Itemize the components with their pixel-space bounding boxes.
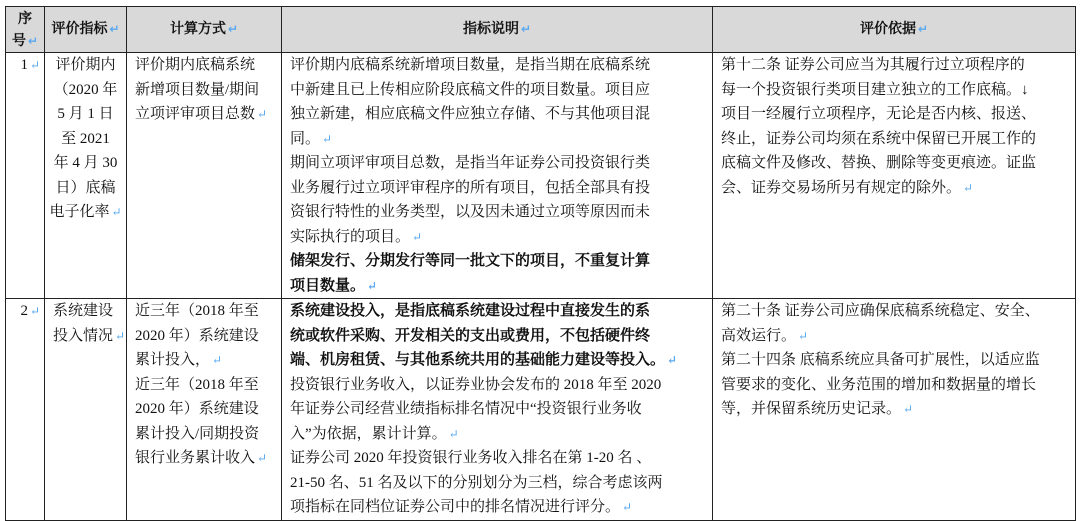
text-line: 统或软件采购、开发相关的支出或费用，不包括硬件终 (290, 327, 651, 344)
paragraph (290, 373, 712, 447)
text-line: 端、机房租赁、与其他系统共用的基础能力建设等投入。 ↵ (290, 348, 712, 373)
paragraph (53, 299, 126, 348)
text-line: 日）底稿 (55, 179, 116, 196)
text-line: 独立新建，相应底稿文件应独立存储、不与其他项目混 (290, 106, 651, 122)
text-line: 底稿文件及修改、替换、删除等变更痕迹。证监 (721, 155, 1037, 171)
paragraph (290, 446, 712, 520)
text-line: 项目数量。 ↵ (290, 274, 712, 299)
paragraph (135, 299, 281, 373)
cell-indicator (45, 53, 127, 299)
paragraph (135, 53, 281, 127)
text-line: 系统建设 (53, 303, 114, 319)
cell-description (282, 299, 713, 521)
cell-description (282, 53, 713, 299)
text-line: 终止，证券公司均须在系统中保留已开展工作的 (721, 130, 1037, 147)
text-line: 资银行特性的业务类型，以及因未通过立项等原因而未 (290, 204, 651, 220)
text-line: 第二十条 证券公司应确保底稿系统稳定、安全、 (721, 303, 1040, 319)
text-line: 第二十四条 底稿系统应具备可扩展性，以适应监 (721, 352, 1040, 368)
text-line: 第十二条 证券公司应当为其履行过立项程序的 (721, 57, 1025, 73)
text-line: 储架发行、分期发行等同一批文下的项目，不重复计算 (290, 253, 651, 269)
text-line: 实际执行的项目。 ↵ (290, 225, 712, 250)
text-line: 年 4 月 30 (53, 155, 118, 171)
paragraph (721, 299, 1075, 348)
text-line: 投资银行业务收入，以证券业协会发布的 2018 年至 2020 (290, 376, 662, 393)
row-number: 1 ↵ (20, 57, 40, 73)
text-line: 评价期内底稿系统新增项目数量，是指当期在底稿系统 (290, 57, 651, 73)
text-line: 项目一经履行立项程序，无论是否内核、报送、 (721, 106, 1037, 122)
paragraph (290, 151, 712, 249)
paragraph (135, 373, 281, 471)
table-row (6, 299, 1076, 521)
cell-indicator (45, 299, 127, 521)
text-line: 评价期内底稿系统 (135, 57, 256, 73)
header-method (127, 7, 282, 53)
header-indicator (45, 7, 127, 53)
text-line: 入”为依据，累计计算。 ↵ (290, 422, 712, 447)
text-line: 2020 年）系统建设 (135, 401, 259, 417)
text-line: 业务履行过立项评审程序的所有项目，包括全部具有投 (290, 179, 651, 196)
text-line: 系统建设投入，是指底稿系统建设过程中直接发生的系 (290, 303, 651, 319)
text-line: 项指标在同档位证券公司中的排名情况进行评分。 ↵ (290, 495, 712, 520)
header-basis-label: 评价依据 ↵ (860, 21, 928, 37)
text-line: 银行业务累计收入 ↵ (135, 446, 281, 471)
text-line: 每一个投资银行类项目建立独立的工作底稿。↓ (721, 81, 1029, 98)
header-row (6, 7, 1076, 53)
header-basis (713, 7, 1076, 53)
text-line: 高效运行。 ↵ (721, 324, 1075, 349)
text-line: 管要求的变化、业务范围的增加和数据量的增长 (721, 376, 1037, 393)
header-seq-line: 号 ↵ (6, 30, 44, 52)
text-line: 投入情况 ↵ (53, 324, 126, 349)
paragraph (290, 249, 712, 298)
paragraph (721, 348, 1075, 422)
cell-basis (713, 299, 1076, 521)
text-line: 新增项目数量/期间 (135, 81, 260, 98)
text-line: 电子化率 ↵ (45, 200, 126, 225)
text-line: 期间立项评审项目总数，是指当年证券公司投资银行类 (290, 155, 651, 171)
text-line: 5 月 1 日 (57, 106, 114, 122)
text-line: 同。 ↵ (290, 127, 712, 152)
cell-seq (6, 299, 45, 521)
text-line: 近三年（2018 年至 (135, 303, 259, 319)
header-seq (6, 7, 45, 53)
table-row (6, 53, 1076, 299)
text-line: 中新建且已上传相应阶段底稿文件的项目数量。项目应 (290, 81, 651, 98)
paragraph (721, 53, 1075, 200)
row-number: 2 ↵ (20, 303, 40, 319)
cell-method (127, 299, 282, 521)
header-indicator-label: 评价指标 ↵ (51, 21, 119, 37)
evaluation-table (5, 6, 1076, 521)
text-line: （2020 年 (53, 81, 118, 98)
text-line: 2020 年）系统建设 (135, 327, 259, 344)
text-line: 评价期内 (55, 57, 116, 73)
text-line: 21-50 名、51 名及以下的分别划分为三档，综合考虑该两 (290, 474, 663, 491)
paragraph (290, 53, 712, 151)
header-description-label: 指标说明 ↵ (463, 21, 531, 37)
header-description (282, 7, 713, 53)
text-line: 至 2021 (61, 130, 110, 147)
header-seq-line: 序 (18, 10, 32, 27)
cell-seq (6, 53, 45, 299)
cell-basis (713, 53, 1076, 299)
text-line: 年证券公司经营业绩指标排名情况中“投资银行业务收 (290, 401, 642, 417)
text-line: 累计投入/同期投资 (135, 425, 260, 442)
cell-method (127, 53, 282, 299)
text-line: 会、证券交易场所另有规定的除外。 ↵ (721, 176, 1075, 201)
text-line: 近三年（2018 年至 (135, 376, 259, 393)
text-line: 立项评审项目总数 ↵ (135, 102, 281, 127)
paragraph (290, 299, 712, 373)
text-line: 等，并保留系统历史记录。 ↵ (721, 397, 1075, 422)
text-line: 证券公司 2020 年投资银行业务收入排名在第 1-20 名 、 (290, 450, 652, 466)
header-method-label: 计算方式 ↵ (170, 21, 238, 37)
text-line: 累计投入， ↵ (135, 348, 281, 373)
paragraph (45, 53, 126, 225)
